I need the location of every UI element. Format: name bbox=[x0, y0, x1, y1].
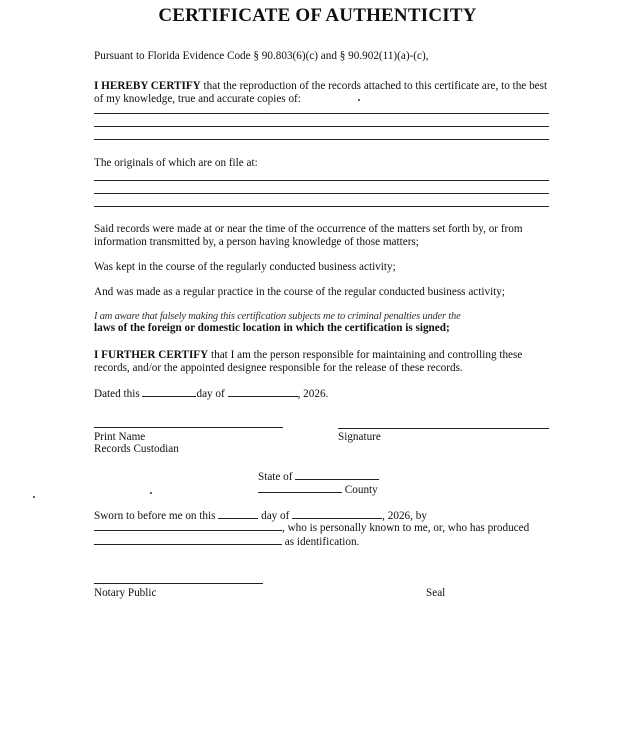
state-label: State of bbox=[258, 471, 293, 483]
sworn-month-blank[interactable] bbox=[292, 509, 382, 519]
sworn-id-text: as identification. bbox=[284, 536, 360, 548]
sworn-year: , 2026, by bbox=[382, 510, 427, 522]
further-certify-text: that I am the person responsible for maintaining and controlling these records, and/or the appointed designee responsible for the release of these records. bbox=[94, 349, 523, 374]
records-custodian-label: Records Custodian bbox=[94, 443, 179, 455]
dated-month-blank[interactable] bbox=[228, 387, 298, 397]
records-line-3 bbox=[94, 139, 549, 140]
records-line-2 bbox=[94, 126, 549, 127]
location-line-1 bbox=[94, 180, 549, 181]
seal-label: Seal bbox=[426, 587, 446, 599]
document-title: CERTIFICATE OF AUTHENTICITY bbox=[158, 5, 477, 26]
state-line bbox=[258, 470, 458, 484]
location-line-3 bbox=[94, 206, 549, 207]
kept-clause: Was kept in the course of the regularly conducted business activity; bbox=[94, 261, 396, 273]
said-records-paragraph: Said records were made at or near the time of the occurrence of the matters set forth by, or from information transmitted by, a person having knowledge of those matters; bbox=[94, 223, 523, 248]
signature-line bbox=[338, 428, 549, 429]
sworn-prefix: Sworn to before me on this bbox=[94, 510, 216, 522]
sworn-id-blank[interactable] bbox=[94, 535, 282, 545]
print-name-label: Print Name bbox=[94, 431, 146, 443]
dated-day-blank[interactable] bbox=[142, 387, 196, 397]
certify-paragraph bbox=[94, 80, 549, 106]
records-line-1 bbox=[94, 113, 549, 114]
speck-mark bbox=[150, 492, 152, 494]
sworn-day-blank[interactable] bbox=[218, 509, 258, 519]
sworn-known-line bbox=[94, 521, 549, 535]
dated-day-of: day of bbox=[196, 388, 225, 400]
county-line bbox=[258, 483, 458, 497]
originals-label: The originals of which are on file at: bbox=[94, 157, 258, 169]
aware-clause: I am aware that falsely making this certification subjects me to criminal penalties under the bbox=[94, 311, 461, 322]
pursuant-clause: Pursuant to Florida Evidence Code § 90.803(6)(c) and § 90.902(11)(a)-(c), bbox=[94, 50, 429, 62]
location-line-2 bbox=[94, 193, 549, 194]
dated-prefix: Dated this bbox=[94, 388, 140, 400]
notary-public-label: Notary Public bbox=[94, 587, 157, 599]
notary-line bbox=[94, 583, 263, 584]
print-name-line bbox=[94, 427, 283, 428]
signature-label: Signature bbox=[338, 431, 381, 443]
sworn-known-text: , who is personally known to me, or, who has produced bbox=[282, 522, 530, 534]
state-blank[interactable] bbox=[295, 470, 379, 480]
dated-line bbox=[94, 387, 549, 401]
further-certify-paragraph bbox=[94, 349, 549, 375]
certify-text: that the reproduction of the records attached to this certificate are, to the best of my knowledge, true and accurate copies of: bbox=[94, 80, 548, 105]
county-label: County bbox=[344, 484, 378, 496]
sworn-name-blank[interactable] bbox=[94, 521, 282, 531]
dated-year: , 2026. bbox=[297, 388, 329, 400]
sworn-day-of: day of bbox=[261, 510, 290, 522]
regular-practice-clause: And was made as a regular practice in the course of the regular conducted business activity; bbox=[94, 286, 505, 298]
county-blank[interactable] bbox=[258, 483, 342, 493]
certify-heading: I HEREBY CERTIFY bbox=[94, 80, 201, 92]
speck-mark bbox=[33, 496, 35, 498]
speck-mark bbox=[358, 99, 360, 101]
further-certify-heading: I FURTHER CERTIFY bbox=[94, 349, 209, 361]
laws-clause: laws of the foreign or domestic location in which the certification is signed; bbox=[94, 322, 450, 334]
sworn-id-line bbox=[94, 535, 549, 549]
